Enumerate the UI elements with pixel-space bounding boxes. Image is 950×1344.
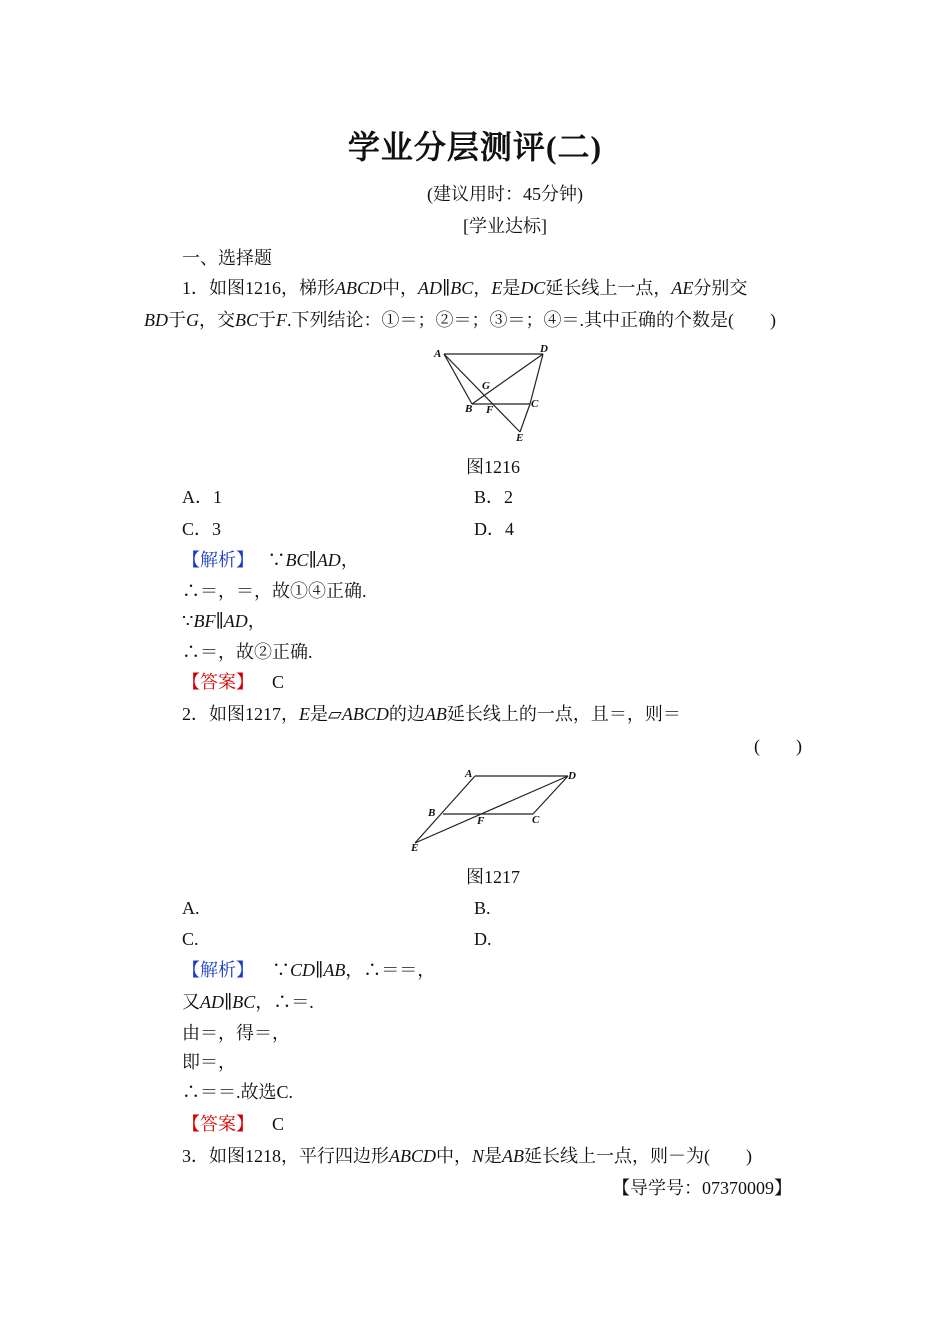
fig2-label-b: B (428, 807, 436, 819)
subtitle: (建议用时：45分钟) (427, 184, 583, 204)
figure-1217 (405, 765, 585, 855)
edge-ce (520, 404, 530, 432)
q2-figure-caption: 图1217 (466, 867, 520, 887)
analysis-label: 【解析】 (182, 550, 254, 570)
fig2-label-a: A (465, 768, 473, 780)
q1-analysis-1: 【解析】 ∵BC∥AD， (182, 550, 359, 570)
q1-option-b: B．2 (474, 487, 514, 507)
fig1-label-c: C (531, 398, 539, 410)
fig2-label-f: F (477, 815, 485, 827)
fig1-label-e: E (516, 432, 524, 444)
fig1-label-b: B (465, 403, 473, 415)
fig2-label-c: C (532, 814, 540, 826)
fig1-label-f: F (486, 404, 494, 416)
q3-guide-number: 【导学号：07370009】 (612, 1178, 792, 1198)
q2-answer: 【答案】 C (182, 1114, 285, 1134)
section-heading: [学业达标] (463, 216, 547, 236)
q1-figure-caption: 图1216 (466, 457, 520, 477)
q1-analysis-2: ∴＝，＝，故①④正确. (182, 581, 367, 601)
q2-option-a: A. (182, 898, 200, 918)
q2-analysis-1: 【解析】 ∵CD∥AB，∴＝＝， (182, 960, 436, 980)
q1-option-c: C．3 (182, 519, 222, 539)
q1-analysis-3: ∵BF∥AD， (182, 611, 266, 631)
q2-line1: 2．如图1217，E是▱ABCD的边AB延长线上的一点，且＝，则＝ (182, 704, 681, 724)
q1-line1: 1．如图1216，梯形ABCD中，AD∥BC，E是DC延长线上一点，AE分别交 (182, 278, 748, 298)
fig1-label-g: G (482, 380, 490, 392)
q2-option-b: B. (474, 898, 491, 918)
answer-label: 【答案】 (182, 672, 254, 692)
fig1-label-d: D (540, 343, 548, 355)
q1-answer: 【答案】 C (182, 672, 285, 692)
edge-ed (415, 776, 568, 843)
q1-line2: BD于G，交BC于F.下列结论：①＝；②＝；③＝；④＝.其中正确的个数是( ) (144, 310, 777, 330)
edge-dc (533, 776, 568, 814)
figure-1216 (430, 340, 560, 448)
q3-line1: 3．如图1218，平行四边形ABCD中，N是AB延长线上一点，则－为( ) (182, 1146, 753, 1166)
fig2-label-e: E (411, 842, 419, 854)
q2-option-c: C. (182, 929, 199, 949)
edge-ae (415, 776, 475, 843)
answer-label: 【答案】 (182, 1114, 254, 1134)
edge-ae (444, 354, 520, 432)
fig1-label-a: A (434, 348, 442, 360)
q2-analysis-3: 由＝，得＝， (182, 1023, 290, 1043)
q1-option-d: D．4 (474, 519, 514, 539)
q1-option-a: A．1 (182, 487, 222, 507)
q2-analysis-4: 即＝， (182, 1052, 236, 1072)
analysis-label: 【解析】 (182, 960, 254, 980)
part-heading: 一、选择题 (182, 248, 272, 268)
q2-option-d: D. (474, 929, 492, 949)
fig2-label-d: D (568, 770, 576, 782)
page-title: 学业分层测评(二) (347, 129, 603, 165)
q2-analysis-2: 又AD∥BC，∴＝. (182, 992, 314, 1012)
q2-paren: ( ) (754, 736, 802, 756)
q1-analysis-4: ∴＝，故②正确. (182, 642, 313, 662)
q2-analysis-5: ∴＝＝.故选C. (182, 1082, 294, 1102)
